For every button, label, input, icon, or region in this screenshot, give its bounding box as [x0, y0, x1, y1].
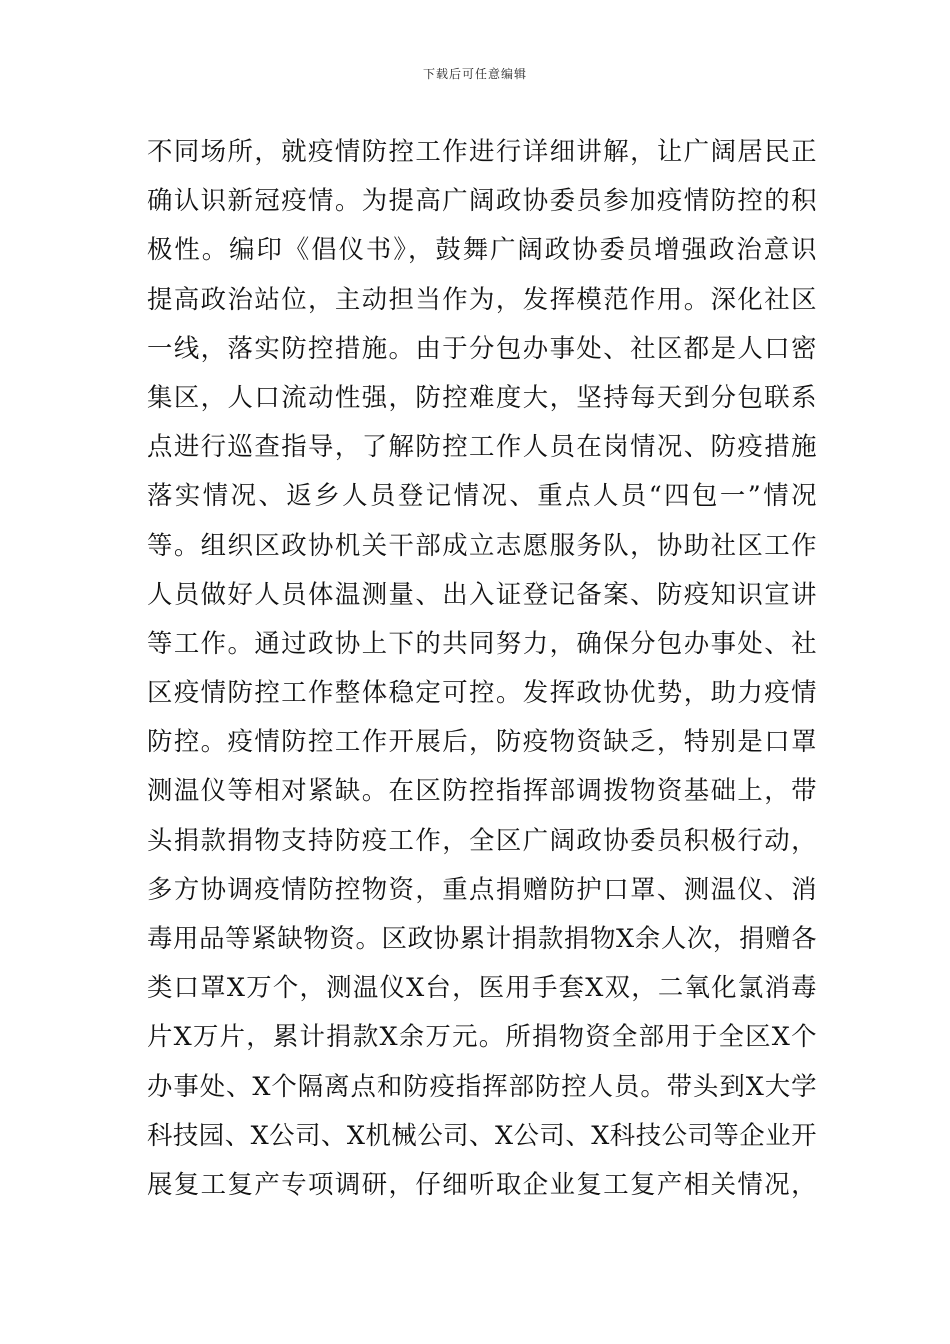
text-line: 不同场所，就疫情防控工作进行详细讲解，让广阔居民正 — [147, 136, 817, 166]
page-header-note: 下载后可任意编辑 — [422, 67, 527, 81]
text-line: 办事处、X个隔离点和防疫指挥部防控人员。带头到X大学 — [147, 1070, 817, 1101]
text-line: 落实情况、返乡人员登记情况、重点人员“四包一”情况 — [147, 480, 817, 511]
text-line: 类口罩X万个，测温仪X台，医用手套X双，二氧化氯消毒 — [147, 972, 817, 1003]
text-line: 等工作。通过政协上下的共同努力，确保分包办事处、社 — [147, 627, 817, 658]
text-line: 点进行巡查指导，了解防控工作人员在岗情况、防疫措施 — [147, 431, 817, 462]
text-line: 人员做好人员体温测量、出入证登记备案、防疫知识宣讲 — [147, 578, 817, 609]
text-line: 测温仪等相对紧缺。在区防控指挥部调拨物资基础上，带 — [147, 775, 817, 806]
text-line: 确认识新冠疫情。为提高广阔政协委员参加疫情防控的积 — [147, 185, 817, 216]
text-line: 区疫情防控工作整体稳定可控。发挥政协优势，助力疫情 — [147, 677, 817, 708]
text-line: 提高政治站位，主动担当作为，发挥模范作用。深化社区 — [147, 283, 817, 314]
text-line: 等。组织区政协机关干部成立志愿服务队，协助社区工作 — [147, 529, 817, 560]
text-line: 集区，人口流动性强，防控难度大，坚持每天到分包联系 — [147, 381, 817, 412]
text-line: 防控。疫情防控工作开展后，防疫物资缺乏，特别是口罩 — [147, 726, 817, 757]
text-line: 片X万片，累计捐款X余万元。所捐物资全部用于全区X个 — [147, 1021, 817, 1052]
text-line: 多方协调疫情防控物资，重点捐赠防护口罩、测温仪、消 — [147, 873, 817, 904]
text-line: 展复工复产专项调研，仔细听取企业复工复产相关情况， — [147, 1168, 817, 1199]
text-line: 头捐款捐物支持防疫工作，全区广阔政协委员积极行动， — [147, 824, 817, 855]
text-line: 极性。编印《倡仪书》，鼓舞广阔政协委员增强政治意识 — [147, 234, 817, 265]
text-line: 科技园、X公司、X机械公司、X公司、X科技公司等企业开 — [147, 1119, 817, 1150]
body-text — [147, 127, 817, 1209]
text-line: 毒用品等紧缺物资。区政协累计捐款捐物X余人次，捐赠各 — [147, 923, 817, 953]
text-line: 一线，落实防控措施。由于分包办事处、社区都是人口密 — [147, 332, 817, 363]
